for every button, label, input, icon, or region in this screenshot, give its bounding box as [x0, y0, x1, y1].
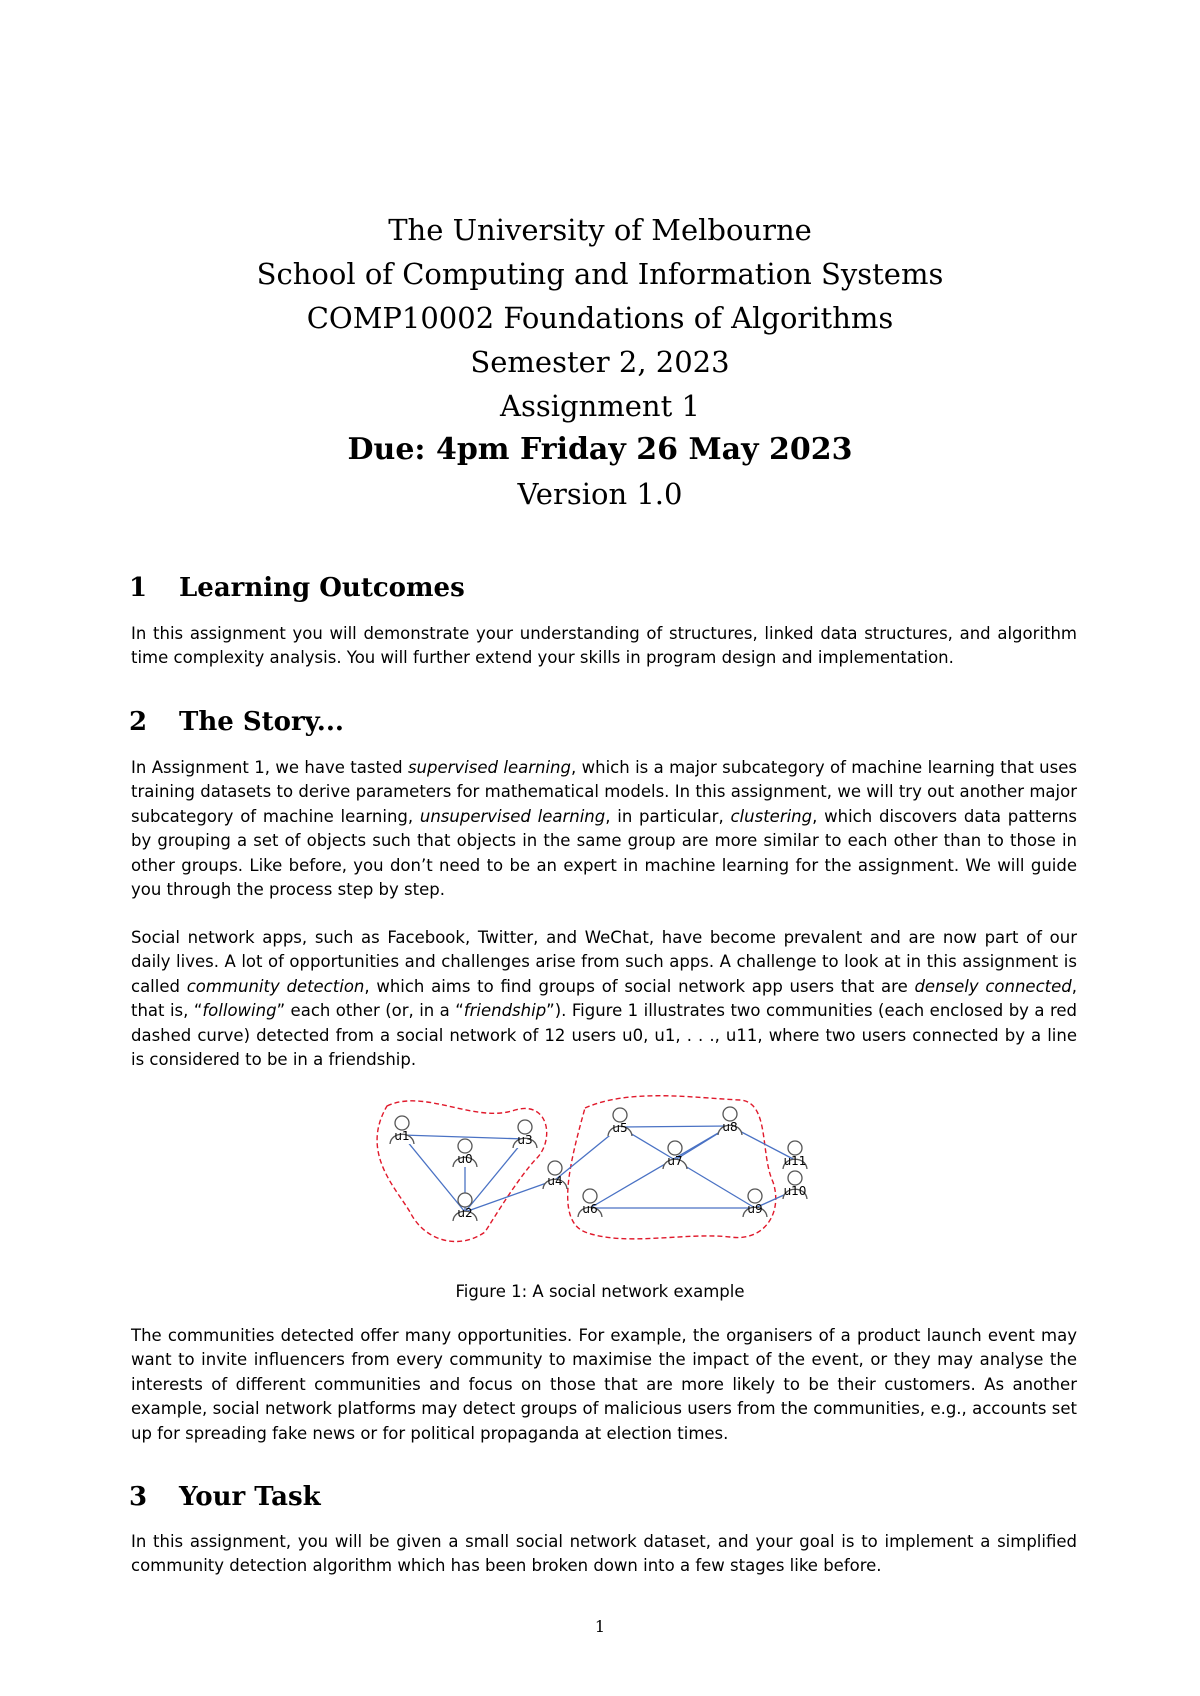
section-heading-the-story — [129, 706, 344, 738]
user-label: u5 — [612, 1121, 628, 1135]
section-number: 1 — [129, 573, 148, 603]
user-label: u7 — [667, 1154, 683, 1168]
section-heading-learning-outcomes — [129, 572, 465, 604]
user-node-u5 — [608, 1108, 632, 1136]
person-icon — [723, 1107, 737, 1121]
person-icon — [548, 1161, 562, 1175]
user-label: u2 — [457, 1206, 473, 1220]
story-paragraph-2: Social network apps, such as Facebook, Twitter, and WeChat, have become prevalent and are now part of our daily lives. A lot of opportunities and challenges arise from such apps. A challenge to look at in this assignment is called community detection, which aims to find groups of social network app users that are densely connected, that is, “following” each other (or, in a “friendship”). Figure 1 illustrates two communities (each enclosed by a red dashed curve) detected from a social network of 12 users u0, u1, . . ., u11, where two users connected by a line is considered to be in a friendship. — [131, 928, 1077, 1070]
user-node-u8 — [718, 1107, 742, 1135]
section-title: Your Task — [179, 1482, 321, 1512]
user-node-u10 — [783, 1171, 807, 1199]
section-number: 3 — [129, 1482, 148, 1512]
person-icon — [458, 1139, 472, 1153]
friendship-edge — [620, 1126, 730, 1127]
user-node-u1 — [390, 1116, 414, 1144]
user-node-u2 — [453, 1193, 477, 1221]
user-label: u1 — [394, 1129, 410, 1143]
section-title: Learning Outcomes — [179, 573, 465, 603]
version: Version 1.0 — [517, 477, 683, 511]
university-name: The University of Melbourne — [388, 213, 812, 247]
friendship-edge — [402, 1135, 525, 1139]
due-date: Due: 4pm Friday 26 May 2023 — [347, 432, 853, 467]
user-label: u3 — [517, 1133, 533, 1147]
user-label: u0 — [457, 1152, 473, 1166]
user-node-u0 — [453, 1139, 477, 1167]
person-icon — [458, 1193, 472, 1207]
friendship-edge — [402, 1135, 465, 1212]
user-node-u3 — [513, 1120, 537, 1148]
user-node-u11 — [783, 1141, 807, 1169]
user-label: u6 — [582, 1202, 598, 1216]
school-name: School of Computing and Information Systems — [256, 257, 944, 291]
assignment-title: Assignment 1 — [500, 389, 700, 423]
user-label: u4 — [547, 1174, 563, 1188]
person-icon — [395, 1116, 409, 1130]
your-task-paragraph: In this assignment, you will be given a small social network dataset, and your goal is to implement a simplified community detection algorithm which has been broken down into a few stages like before. — [131, 1532, 1077, 1576]
user-node-u4 — [543, 1161, 567, 1189]
title-block — [0, 208, 1200, 516]
user-label: u8 — [722, 1120, 738, 1134]
person-icon — [583, 1189, 597, 1203]
section-heading-your-task — [129, 1481, 321, 1513]
page-number: 1 — [594, 1617, 606, 1636]
person-icon — [668, 1141, 682, 1155]
section-title: The Story... — [179, 707, 344, 737]
person-icon — [788, 1171, 802, 1185]
user-label: u9 — [747, 1202, 763, 1216]
person-icon — [613, 1108, 627, 1122]
person-icon — [748, 1189, 762, 1203]
story-paragraph-1: In Assignment 1, we have tasted supervised learning, which is a major subcategory of machine learning that uses training datasets to derive parameters for mathematical models. In this assignment, we will try out another major subcategory of machine learning, unsupervised learning, in particular, clustering, which discovers data patterns by grouping a set of objects such that objects in the same group are more similar to each other than to those in other groups. Like before, you don’t need to be an expert in machine learning for the assignment. We will guide you through the process step by step. — [131, 758, 1078, 900]
figure-caption: Figure 1: A social network example — [455, 1282, 745, 1301]
user-node-u9 — [743, 1189, 767, 1217]
story-paragraph-3: The communities detected offer many opportunities. For example, the organisers of a product launch event may want to invite influencers from every community to maximise the impact of the event, or they may analyse the interests of different communities and focus on those that are more likely to be their customers. As another example, social network platforms may detect groups of malicious users from the communities, e.g., accounts set up for spreading fake news or for political propaganda at election times. — [131, 1326, 1077, 1443]
user-label: u11 — [783, 1154, 807, 1168]
user-label: u10 — [783, 1184, 807, 1198]
person-icon — [788, 1141, 802, 1155]
social-network-figure — [365, 1082, 835, 1264]
friendship-edge — [590, 1126, 730, 1208]
person-icon — [518, 1120, 532, 1134]
semester: Semester 2, 2023 — [470, 345, 730, 379]
course-name: COMP10002 Foundations of Algorithms — [306, 301, 894, 335]
section-number: 2 — [129, 707, 148, 737]
learning-outcomes-paragraph: In this assignment you will demonstrate your understanding of structures, linked data structures, and algorithm time complexity analysis. You will further extend your skills in program design and implementation. — [131, 624, 1077, 668]
